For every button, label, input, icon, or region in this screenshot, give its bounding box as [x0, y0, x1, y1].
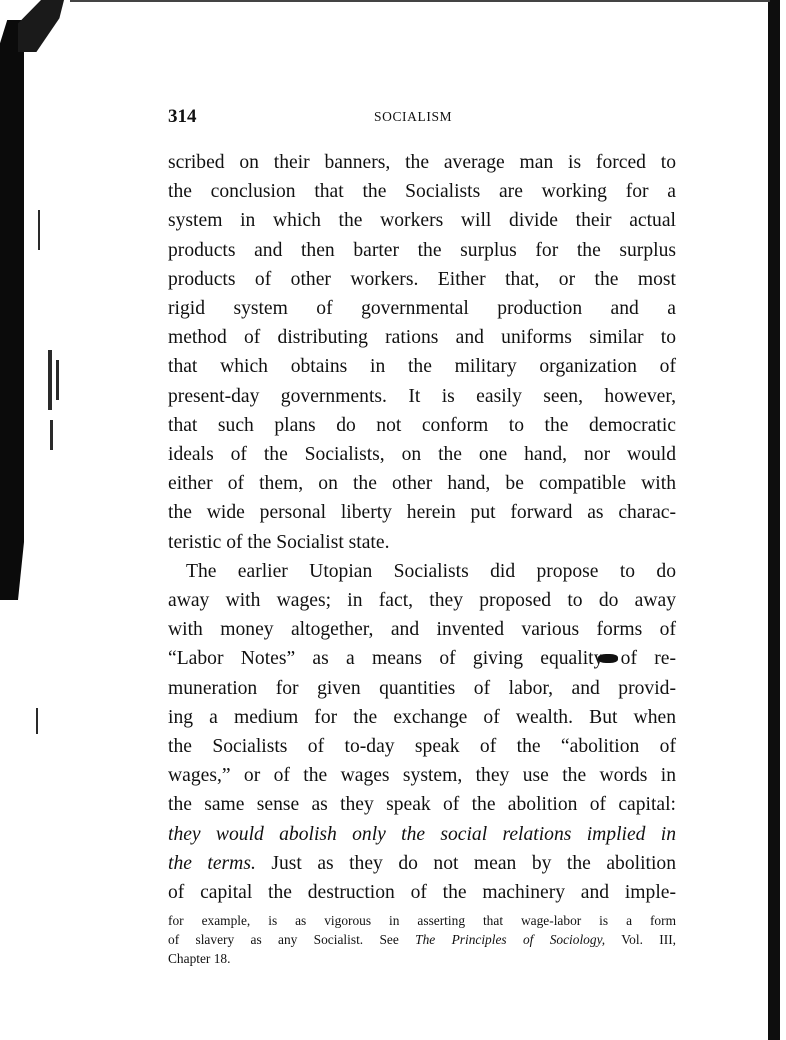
footnote-line: for example, is as vigorous in asserting that wage-labor is a form — [168, 913, 676, 928]
text-line: the same sense as they speak of the abolition of capital: — [168, 794, 676, 816]
text-line: present-day governments. It is easily seen, however, — [168, 385, 676, 407]
text-line: the conclusion that the Socialists are working for a — [168, 181, 676, 203]
text-line: the Socialists of to-day speak of the “abolition of — [168, 736, 676, 758]
scan-edge-top — [70, 0, 770, 2]
scan-speck — [38, 210, 40, 250]
italic-text-line: they would abolish only the social relations implied in — [168, 823, 676, 845]
footnote-book-title: The Principles of Sociology, — [415, 932, 606, 947]
text-line: of capital the destruction of the machinery and imple- — [168, 882, 676, 904]
text-line: ideals of the Socialists, on the one hand, nor would — [168, 444, 676, 466]
text-line: teristic of the Socialist state. — [168, 531, 390, 553]
scan-speck — [50, 420, 53, 450]
footnote — [168, 911, 676, 968]
text-segment: Just as they do not mean by the abolition — [255, 852, 676, 874]
text-line: muneration for given quantities of labor, and provid- — [168, 677, 676, 699]
italic-phrase: the terms. — [168, 852, 256, 874]
scan-edge-right — [768, 0, 780, 1040]
text-line: “Labor Notes” as a means of giving equality of re- — [168, 648, 676, 670]
scan-speck — [56, 360, 59, 400]
scan-edge-left — [0, 20, 24, 600]
scan-speck — [48, 350, 52, 410]
text-line: method of distributing rations and uniforms similar to — [168, 327, 676, 349]
footnote-segment: of slavery as any Socialist. See — [168, 932, 416, 947]
footnote-segment: Vol. III, — [605, 932, 677, 947]
text-line — [168, 849, 676, 878]
text-line: system in which the workers will divide their actual — [168, 210, 676, 232]
text-line: that which obtains in the military organization of — [168, 356, 676, 378]
text-line: with money altogether, and invented various forms of — [168, 619, 676, 641]
paragraph-start: The earlier Utopian Socialists did propose to do — [186, 560, 676, 582]
page-header — [168, 106, 676, 130]
text-line: products and then barter the surplus for the surplus — [168, 239, 676, 261]
text-line: away with wages; in fact, they proposed to do away — [168, 590, 676, 612]
text-line: ing a medium for the exchange of wealth. But when — [168, 706, 676, 728]
text-line: either of them, on the other hand, be compatible with — [168, 473, 676, 495]
scan-speck — [36, 708, 38, 734]
footnote-line — [168, 930, 676, 949]
text-line: the wide personal liberty herein put forward as charac- — [168, 502, 676, 524]
text-line: wages,” or of the wages system, they use the words in — [168, 765, 676, 787]
body-text — [168, 148, 676, 907]
text-line: scribed on their banners, the average man is forced to — [168, 152, 676, 173]
running-title: SOCIALISM — [374, 109, 453, 124]
footnote-line: Chapter 18. — [168, 951, 231, 966]
text-line: products of other workers. Either that, or the most — [168, 268, 676, 290]
scan-corner-top-left — [18, 0, 64, 52]
text-line: rigid system of governmental production and a — [168, 298, 676, 320]
page-number: 314 — [168, 106, 197, 127]
text-line: that such plans do not conform to the democratic — [168, 414, 676, 436]
